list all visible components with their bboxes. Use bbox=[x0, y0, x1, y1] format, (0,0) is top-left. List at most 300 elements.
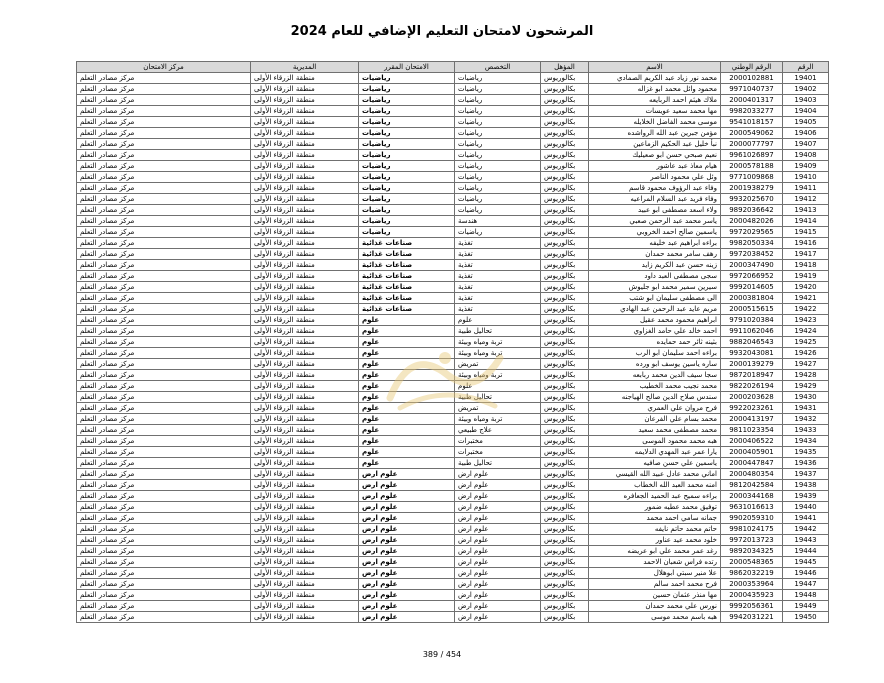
cell-national-id: 9911062046 bbox=[721, 326, 783, 337]
cell-specialization: رياضيات bbox=[455, 150, 541, 161]
cell-directorate: منطقة الزرقاء الأولى bbox=[251, 469, 359, 480]
table-row bbox=[77, 612, 829, 623]
cell-directorate: منطقة الزرقاء الأولى bbox=[251, 106, 359, 117]
cell-exam-center: مركز مصادر التعلم bbox=[77, 403, 251, 414]
cell-qualification: بكالوريوس bbox=[541, 282, 589, 293]
cell-name: نبأ خليل عبد الحكيم الزماعين bbox=[589, 139, 721, 150]
cell-exam: علوم ارض bbox=[359, 469, 455, 480]
table-row bbox=[77, 535, 829, 546]
cell-name: ساره ياسين يوسف ابو ورده bbox=[589, 359, 721, 370]
cell-exam-center: مركز مصادر التعلم bbox=[77, 546, 251, 557]
cell-number: 19436 bbox=[783, 458, 829, 469]
cell-specialization: تحاليل طبية bbox=[455, 458, 541, 469]
cell-number: 19443 bbox=[783, 535, 829, 546]
cell-qualification: بكالوريوس bbox=[541, 249, 589, 260]
cell-name: علا منير سبتي ابوهلال bbox=[589, 568, 721, 579]
cell-number: 19429 bbox=[783, 381, 829, 392]
cell-number: 19424 bbox=[783, 326, 829, 337]
cell-number: 19438 bbox=[783, 480, 829, 491]
cell-national-id: 9992056361 bbox=[721, 601, 783, 612]
cell-directorate: منطقة الزرقاء الأولى bbox=[251, 502, 359, 513]
cell-directorate: منطقة الزرقاء الأولى bbox=[251, 326, 359, 337]
cell-qualification: بكالوريوس bbox=[541, 436, 589, 447]
cell-name: سندس صلاح الدين صالح الهياجنه bbox=[589, 392, 721, 403]
cell-number: 19446 bbox=[783, 568, 829, 579]
cell-exam: رياضيات bbox=[359, 183, 455, 194]
cell-specialization: رياضيات bbox=[455, 117, 541, 128]
cell-exam: علوم bbox=[359, 359, 455, 370]
cell-directorate: منطقة الزرقاء الأولى bbox=[251, 513, 359, 524]
cell-exam: رياضيات bbox=[359, 128, 455, 139]
cell-qualification: بكالوريوس bbox=[541, 106, 589, 117]
cell-number: 19434 bbox=[783, 436, 829, 447]
cell-directorate: منطقة الزرقاء الأولى bbox=[251, 249, 359, 260]
cell-directorate: منطقة الزرقاء الأولى bbox=[251, 84, 359, 95]
cell-exam: رياضيات bbox=[359, 150, 455, 161]
cell-number: 19433 bbox=[783, 425, 829, 436]
cell-name: رتده فراس شعبان الاحمد bbox=[589, 557, 721, 568]
cell-exam-center: مركز مصادر التعلم bbox=[77, 414, 251, 425]
cell-exam: علوم ارض bbox=[359, 579, 455, 590]
cell-specialization: رياضيات bbox=[455, 205, 541, 216]
cell-qualification: بكالوريوس bbox=[541, 370, 589, 381]
cell-qualification: بكالوريوس bbox=[541, 612, 589, 623]
cell-specialization: رياضيات bbox=[455, 194, 541, 205]
cell-number: 19428 bbox=[783, 370, 829, 381]
cell-directorate: منطقة الزرقاء الأولى bbox=[251, 139, 359, 150]
cell-number: 19437 bbox=[783, 469, 829, 480]
cell-specialization: علوم ارض bbox=[455, 491, 541, 502]
cell-name: توفيق محمد عطيه ضمور bbox=[589, 502, 721, 513]
cell-exam: علوم ارض bbox=[359, 535, 455, 546]
cell-exam: علوم ارض bbox=[359, 612, 455, 623]
cell-name: ياسر محمد عبد الرحمن صعبي bbox=[589, 216, 721, 227]
cell-directorate: منطقة الزرقاء الأولى bbox=[251, 403, 359, 414]
cell-directorate: منطقة الزرقاء الأولى bbox=[251, 601, 359, 612]
cell-name: امنه محمد العبد الله الخطاب bbox=[589, 480, 721, 491]
cell-number: 19447 bbox=[783, 579, 829, 590]
cell-exam-center: مركز مصادر التعلم bbox=[77, 326, 251, 337]
table-row bbox=[77, 227, 829, 238]
table-row bbox=[77, 183, 829, 194]
cell-name: سجى مصطفى العبد داود bbox=[589, 271, 721, 282]
header-name: الاسم bbox=[589, 62, 721, 73]
cell-exam-center: مركز مصادر التعلم bbox=[77, 436, 251, 447]
table-row bbox=[77, 205, 829, 216]
cell-qualification: بكالوريوس bbox=[541, 128, 589, 139]
cell-exam-center: مركز مصادر التعلم bbox=[77, 84, 251, 95]
table-row bbox=[77, 590, 829, 601]
cell-specialization: رياضيات bbox=[455, 183, 541, 194]
cell-exam-center: مركز مصادر التعلم bbox=[77, 502, 251, 513]
cell-national-id: 9972066952 bbox=[721, 271, 783, 282]
cell-name: محمد نجيب محمد الخطيب bbox=[589, 381, 721, 392]
cell-number: 19445 bbox=[783, 557, 829, 568]
table-row bbox=[77, 381, 829, 392]
cell-name: محمد مصطفى محمد سعيد bbox=[589, 425, 721, 436]
cell-national-id: 9892036642 bbox=[721, 205, 783, 216]
cell-directorate: منطقة الزرقاء الأولى bbox=[251, 392, 359, 403]
cell-exam: رياضيات bbox=[359, 84, 455, 95]
table-row bbox=[77, 84, 829, 95]
cell-name: سجا سيف الدين محمد ربابعه bbox=[589, 370, 721, 381]
cell-exam-center: مركز مصادر التعلم bbox=[77, 249, 251, 260]
cell-specialization: رياضيات bbox=[455, 95, 541, 106]
cell-qualification: بكالوريوس bbox=[541, 293, 589, 304]
cell-name: براءه سميح عبد الحميد الجعافره bbox=[589, 491, 721, 502]
table-row bbox=[77, 150, 829, 161]
cell-exam: رياضيات bbox=[359, 139, 455, 150]
cell-exam: علوم bbox=[359, 370, 455, 381]
cell-number: 19427 bbox=[783, 359, 829, 370]
cell-directorate: منطقة الزرقاء الأولى bbox=[251, 557, 359, 568]
cell-specialization: تحاليل طبية bbox=[455, 392, 541, 403]
cell-name: ملاك هيثم احمد الربايعه bbox=[589, 95, 721, 106]
cell-national-id: 9902059310 bbox=[721, 513, 783, 524]
cell-directorate: منطقة الزرقاء الأولى bbox=[251, 304, 359, 315]
cell-national-id: 2000406522 bbox=[721, 436, 783, 447]
cell-number: 19413 bbox=[783, 205, 829, 216]
cell-qualification: بكالوريوس bbox=[541, 414, 589, 425]
candidates-table bbox=[76, 61, 829, 623]
cell-number: 19419 bbox=[783, 271, 829, 282]
cell-specialization: تربة ومياه وبيئة bbox=[455, 370, 541, 381]
cell-specialization: رياضيات bbox=[455, 106, 541, 117]
table-row bbox=[77, 326, 829, 337]
cell-number: 19404 bbox=[783, 106, 829, 117]
table-row bbox=[77, 117, 829, 128]
table-row bbox=[77, 403, 829, 414]
table-row bbox=[77, 95, 829, 106]
cell-name: هيام معاذ عبد عاشور bbox=[589, 161, 721, 172]
cell-number: 19425 bbox=[783, 337, 829, 348]
cell-national-id: 9811023354 bbox=[721, 425, 783, 436]
cell-specialization: علوم ارض bbox=[455, 546, 541, 557]
cell-specialization: رياضيات bbox=[455, 161, 541, 172]
cell-name: احمد خالد علي حامد الغزاوي bbox=[589, 326, 721, 337]
cell-directorate: منطقة الزرقاء الأولى bbox=[251, 271, 359, 282]
cell-exam: علوم bbox=[359, 414, 455, 425]
cell-name: بثينه ثائر حمد حمايده bbox=[589, 337, 721, 348]
cell-specialization: تربة ومياه وبيئة bbox=[455, 348, 541, 359]
cell-name: يارا عمر عبد المهدي الدلايمه bbox=[589, 447, 721, 458]
cell-directorate: منطقة الزرقاء الأولى bbox=[251, 337, 359, 348]
cell-specialization: علوم ارض bbox=[455, 480, 541, 491]
cell-directorate: منطقة الزرقاء الأولى bbox=[251, 216, 359, 227]
cell-specialization: رياضيات bbox=[455, 139, 541, 150]
cell-qualification: بكالوريوس bbox=[541, 139, 589, 150]
cell-directorate: منطقة الزرقاء الأولى bbox=[251, 425, 359, 436]
cell-directorate: منطقة الزرقاء الأولى bbox=[251, 194, 359, 205]
cell-exam: علوم bbox=[359, 381, 455, 392]
cell-qualification: بكالوريوس bbox=[541, 447, 589, 458]
cell-national-id: 2000480354 bbox=[721, 469, 783, 480]
cell-national-id: 9932025670 bbox=[721, 194, 783, 205]
cell-name: نورس علي محمد حمدان bbox=[589, 601, 721, 612]
page-title: المرشحون لامتحان التعليم الإضافي للعام 2024 bbox=[290, 24, 594, 39]
table-row bbox=[77, 260, 829, 271]
cell-directorate: منطقة الزرقاء الأولى bbox=[251, 458, 359, 469]
cell-directorate: منطقة الزرقاء الأولى bbox=[251, 480, 359, 491]
cell-directorate: منطقة الزرقاء الأولى bbox=[251, 183, 359, 194]
cell-number: 19417 bbox=[783, 249, 829, 260]
table-row bbox=[77, 359, 829, 370]
cell-national-id: 2000578188 bbox=[721, 161, 783, 172]
table-row bbox=[77, 557, 829, 568]
cell-directorate: منطقة الزرقاء الأولى bbox=[251, 128, 359, 139]
cell-exam-center: مركز مصادر التعلم bbox=[77, 469, 251, 480]
cell-name: وفاء فريد عبد السلام المراعيه bbox=[589, 194, 721, 205]
cell-qualification: بكالوريوس bbox=[541, 524, 589, 535]
cell-specialization: تغذية bbox=[455, 271, 541, 282]
cell-exam-center: مركز مصادر التعلم bbox=[77, 128, 251, 139]
cell-national-id: 9771009868 bbox=[721, 172, 783, 183]
cell-exam: صناعات غذائية bbox=[359, 282, 455, 293]
cell-specialization: تمريض bbox=[455, 359, 541, 370]
cell-specialization: رياضيات bbox=[455, 227, 541, 238]
cell-national-id: 2000077797 bbox=[721, 139, 783, 150]
cell-name: رهف سامر محمد حمدان bbox=[589, 249, 721, 260]
cell-exam-center: مركز مصادر التعلم bbox=[77, 513, 251, 524]
cell-name: زينه حسن عبد الكريم زايد bbox=[589, 260, 721, 271]
cell-exam-center: مركز مصادر التعلم bbox=[77, 370, 251, 381]
cell-specialization: علوم ارض bbox=[455, 513, 541, 524]
cell-qualification: بكالوريوس bbox=[541, 84, 589, 95]
cell-exam: علوم bbox=[359, 425, 455, 436]
cell-specialization: مختبرات bbox=[455, 436, 541, 447]
cell-specialization: علوم ارض bbox=[455, 535, 541, 546]
cell-exam-center: مركز مصادر التعلم bbox=[77, 194, 251, 205]
cell-name: حاتم محمد حاتم نايفه bbox=[589, 524, 721, 535]
cell-name: هبه باسم محمد موسى bbox=[589, 612, 721, 623]
cell-national-id: 2000139279 bbox=[721, 359, 783, 370]
cell-exam-center: مركز مصادر التعلم bbox=[77, 293, 251, 304]
cell-specialization: علوم ارض bbox=[455, 502, 541, 513]
cell-qualification: بكالوريوس bbox=[541, 403, 589, 414]
cell-exam-center: مركز مصادر التعلم bbox=[77, 260, 251, 271]
table-row bbox=[77, 139, 829, 150]
cell-number: 19405 bbox=[783, 117, 829, 128]
table-row bbox=[77, 293, 829, 304]
cell-number: 19410 bbox=[783, 172, 829, 183]
cell-number: 19430 bbox=[783, 392, 829, 403]
cell-national-id: 9631016613 bbox=[721, 502, 783, 513]
cell-exam-center: مركز مصادر التعلم bbox=[77, 590, 251, 601]
table-row bbox=[77, 315, 829, 326]
cell-exam: علوم ارض bbox=[359, 601, 455, 612]
table-row bbox=[77, 304, 829, 315]
header-exam: الامتحان المقرر bbox=[359, 62, 455, 73]
cell-directorate: منطقة الزرقاء الأولى bbox=[251, 227, 359, 238]
cell-qualification: بكالوريوس bbox=[541, 590, 589, 601]
cell-directorate: منطقة الزرقاء الأولى bbox=[251, 359, 359, 370]
cell-specialization: علوم ارض bbox=[455, 568, 541, 579]
cell-exam-center: مركز مصادر التعلم bbox=[77, 216, 251, 227]
cell-exam-center: مركز مصادر التعلم bbox=[77, 447, 251, 458]
cell-directorate: منطقة الزرقاء الأولى bbox=[251, 612, 359, 623]
cell-exam-center: مركز مصادر التعلم bbox=[77, 557, 251, 568]
cell-exam-center: مركز مصادر التعلم bbox=[77, 282, 251, 293]
cell-number: 19423 bbox=[783, 315, 829, 326]
cell-exam-center: مركز مصادر التعلم bbox=[77, 172, 251, 183]
cell-national-id: 2000549062 bbox=[721, 128, 783, 139]
cell-national-id: 9791020384 bbox=[721, 315, 783, 326]
cell-exam-center: مركز مصادر التعلم bbox=[77, 568, 251, 579]
table-row bbox=[77, 579, 829, 590]
cell-number: 19435 bbox=[783, 447, 829, 458]
cell-directorate: منطقة الزرقاء الأولى bbox=[251, 590, 359, 601]
cell-national-id: 9981024175 bbox=[721, 524, 783, 535]
cell-exam: علوم bbox=[359, 315, 455, 326]
cell-number: 19416 bbox=[783, 238, 829, 249]
cell-name: موسى محمد الفاضل الخلايله bbox=[589, 117, 721, 128]
cell-national-id: 9541018157 bbox=[721, 117, 783, 128]
cell-national-id: 2000401317 bbox=[721, 95, 783, 106]
cell-specialization: علوم ارض bbox=[455, 590, 541, 601]
cell-national-id: 2000102881 bbox=[721, 73, 783, 84]
cell-directorate: منطقة الزرقاء الأولى bbox=[251, 260, 359, 271]
cell-specialization: علوم ارض bbox=[455, 601, 541, 612]
cell-name: مها منذر عثمان حسين bbox=[589, 590, 721, 601]
cell-number: 19449 bbox=[783, 601, 829, 612]
cell-qualification: بكالوريوس bbox=[541, 480, 589, 491]
table-row bbox=[77, 392, 829, 403]
cell-number: 19418 bbox=[783, 260, 829, 271]
cell-qualification: بكالوريوس bbox=[541, 502, 589, 513]
cell-exam: علوم bbox=[359, 447, 455, 458]
cell-exam: رياضيات bbox=[359, 205, 455, 216]
cell-exam-center: مركز مصادر التعلم bbox=[77, 458, 251, 469]
cell-exam: رياضيات bbox=[359, 216, 455, 227]
cell-exam-center: مركز مصادر التعلم bbox=[77, 304, 251, 315]
cell-qualification: بكالوريوس bbox=[541, 172, 589, 183]
cell-exam: صناعات غذائية bbox=[359, 260, 455, 271]
cell-specialization: علوم ارض bbox=[455, 579, 541, 590]
cell-specialization: تغذية bbox=[455, 249, 541, 260]
table-row bbox=[77, 106, 829, 117]
cell-number: 19402 bbox=[783, 84, 829, 95]
cell-exam: رياضيات bbox=[359, 227, 455, 238]
cell-directorate: منطقة الزرقاء الأولى bbox=[251, 117, 359, 128]
cell-specialization: تغذية bbox=[455, 293, 541, 304]
table-row bbox=[77, 524, 829, 535]
table-row bbox=[77, 128, 829, 139]
cell-directorate: منطقة الزرقاء الأولى bbox=[251, 205, 359, 216]
cell-qualification: بكالوريوس bbox=[541, 579, 589, 590]
cell-directorate: منطقة الزرقاء الأولى bbox=[251, 579, 359, 590]
cell-specialization: علوم ارض bbox=[455, 557, 541, 568]
cell-number: 19450 bbox=[783, 612, 829, 623]
cell-specialization: علوم ارض bbox=[455, 524, 541, 535]
cell-exam: علوم ارض bbox=[359, 546, 455, 557]
cell-specialization: علوم ارض bbox=[455, 612, 541, 623]
cell-directorate: منطقة الزرقاء الأولى bbox=[251, 172, 359, 183]
cell-directorate: منطقة الزرقاء الأولى bbox=[251, 568, 359, 579]
cell-national-id: 2000381804 bbox=[721, 293, 783, 304]
cell-national-id: 2000447847 bbox=[721, 458, 783, 469]
cell-national-id: 2000548365 bbox=[721, 557, 783, 568]
cell-qualification: بكالوريوس bbox=[541, 568, 589, 579]
cell-directorate: منطقة الزرقاء الأولى bbox=[251, 161, 359, 172]
cell-specialization: تحاليل طبية bbox=[455, 326, 541, 337]
table-row bbox=[77, 447, 829, 458]
cell-name: ياسمين صالح احمد الخروبي bbox=[589, 227, 721, 238]
cell-specialization: تمريض bbox=[455, 403, 541, 414]
cell-exam-center: مركز مصادر التعلم bbox=[77, 271, 251, 282]
table-row bbox=[77, 469, 829, 480]
cell-exam-center: مركز مصادر التعلم bbox=[77, 106, 251, 117]
cell-directorate: منطقة الزرقاء الأولى bbox=[251, 491, 359, 502]
cell-qualification: بكالوريوس bbox=[541, 458, 589, 469]
cell-national-id: 9972013723 bbox=[721, 535, 783, 546]
cell-number: 19421 bbox=[783, 293, 829, 304]
cell-exam: صناعات غذائية bbox=[359, 293, 455, 304]
cell-number: 19442 bbox=[783, 524, 829, 535]
cell-qualification: بكالوريوس bbox=[541, 392, 589, 403]
cell-exam-center: مركز مصادر التعلم bbox=[77, 535, 251, 546]
cell-exam-center: مركز مصادر التعلم bbox=[77, 359, 251, 370]
cell-number: 19407 bbox=[783, 139, 829, 150]
cell-name: محمود وائل محمد ابو غزاله bbox=[589, 84, 721, 95]
cell-name: محمد نور زياد عبد الكريم الصمادي bbox=[589, 73, 721, 84]
cell-exam-center: مركز مصادر التعلم bbox=[77, 601, 251, 612]
cell-exam: صناعات غذائية bbox=[359, 271, 455, 282]
cell-number: 19403 bbox=[783, 95, 829, 106]
cell-national-id: 2000344168 bbox=[721, 491, 783, 502]
cell-national-id: 2000435923 bbox=[721, 590, 783, 601]
cell-exam-center: مركز مصادر التعلم bbox=[77, 73, 251, 84]
cell-specialization: تغذية bbox=[455, 260, 541, 271]
cell-exam: رياضيات bbox=[359, 194, 455, 205]
cell-national-id: 9942031221 bbox=[721, 612, 783, 623]
cell-qualification: بكالوريوس bbox=[541, 491, 589, 502]
cell-national-id: 2000353964 bbox=[721, 579, 783, 590]
table-row bbox=[77, 73, 829, 84]
cell-exam-center: مركز مصادر التعلم bbox=[77, 337, 251, 348]
cell-name: وفاء عبد الرؤوف محمود قاسم bbox=[589, 183, 721, 194]
cell-number: 19406 bbox=[783, 128, 829, 139]
cell-exam: علوم bbox=[359, 326, 455, 337]
cell-exam-center: مركز مصادر التعلم bbox=[77, 205, 251, 216]
cell-national-id: 2000482026 bbox=[721, 216, 783, 227]
cell-exam: علوم ارض bbox=[359, 480, 455, 491]
cell-directorate: منطقة الزرقاء الأولى bbox=[251, 524, 359, 535]
cell-exam-center: مركز مصادر التعلم bbox=[77, 238, 251, 249]
cell-exam-center: مركز مصادر التعلم bbox=[77, 139, 251, 150]
cell-national-id: 2000347490 bbox=[721, 260, 783, 271]
cell-qualification: بكالوريوس bbox=[541, 304, 589, 315]
cell-name: فرح محمد احمد سالم bbox=[589, 579, 721, 590]
cell-exam-center: مركز مصادر التعلم bbox=[77, 381, 251, 392]
cell-national-id: 9982033277 bbox=[721, 106, 783, 117]
cell-name: ابراهيم محمود محمد عقيل bbox=[589, 315, 721, 326]
cell-exam: علوم bbox=[359, 348, 455, 359]
header-directorate: المديرية bbox=[251, 62, 359, 73]
cell-qualification: بكالوريوس bbox=[541, 381, 589, 392]
header-specialization: التخصص bbox=[455, 62, 541, 73]
cell-directorate: منطقة الزرقاء الأولى bbox=[251, 414, 359, 425]
table-row bbox=[77, 458, 829, 469]
cell-specialization: تغذية bbox=[455, 282, 541, 293]
cell-qualification: بكالوريوس bbox=[541, 260, 589, 271]
cell-directorate: منطقة الزرقاء الأولى bbox=[251, 436, 359, 447]
table-header-row bbox=[77, 62, 829, 73]
cell-qualification: بكالوريوس bbox=[541, 535, 589, 546]
cell-specialization: هندسة bbox=[455, 216, 541, 227]
cell-qualification: بكالوريوس bbox=[541, 150, 589, 161]
cell-qualification: بكالوريوس bbox=[541, 469, 589, 480]
page-number: 389 / 454 bbox=[422, 650, 462, 659]
